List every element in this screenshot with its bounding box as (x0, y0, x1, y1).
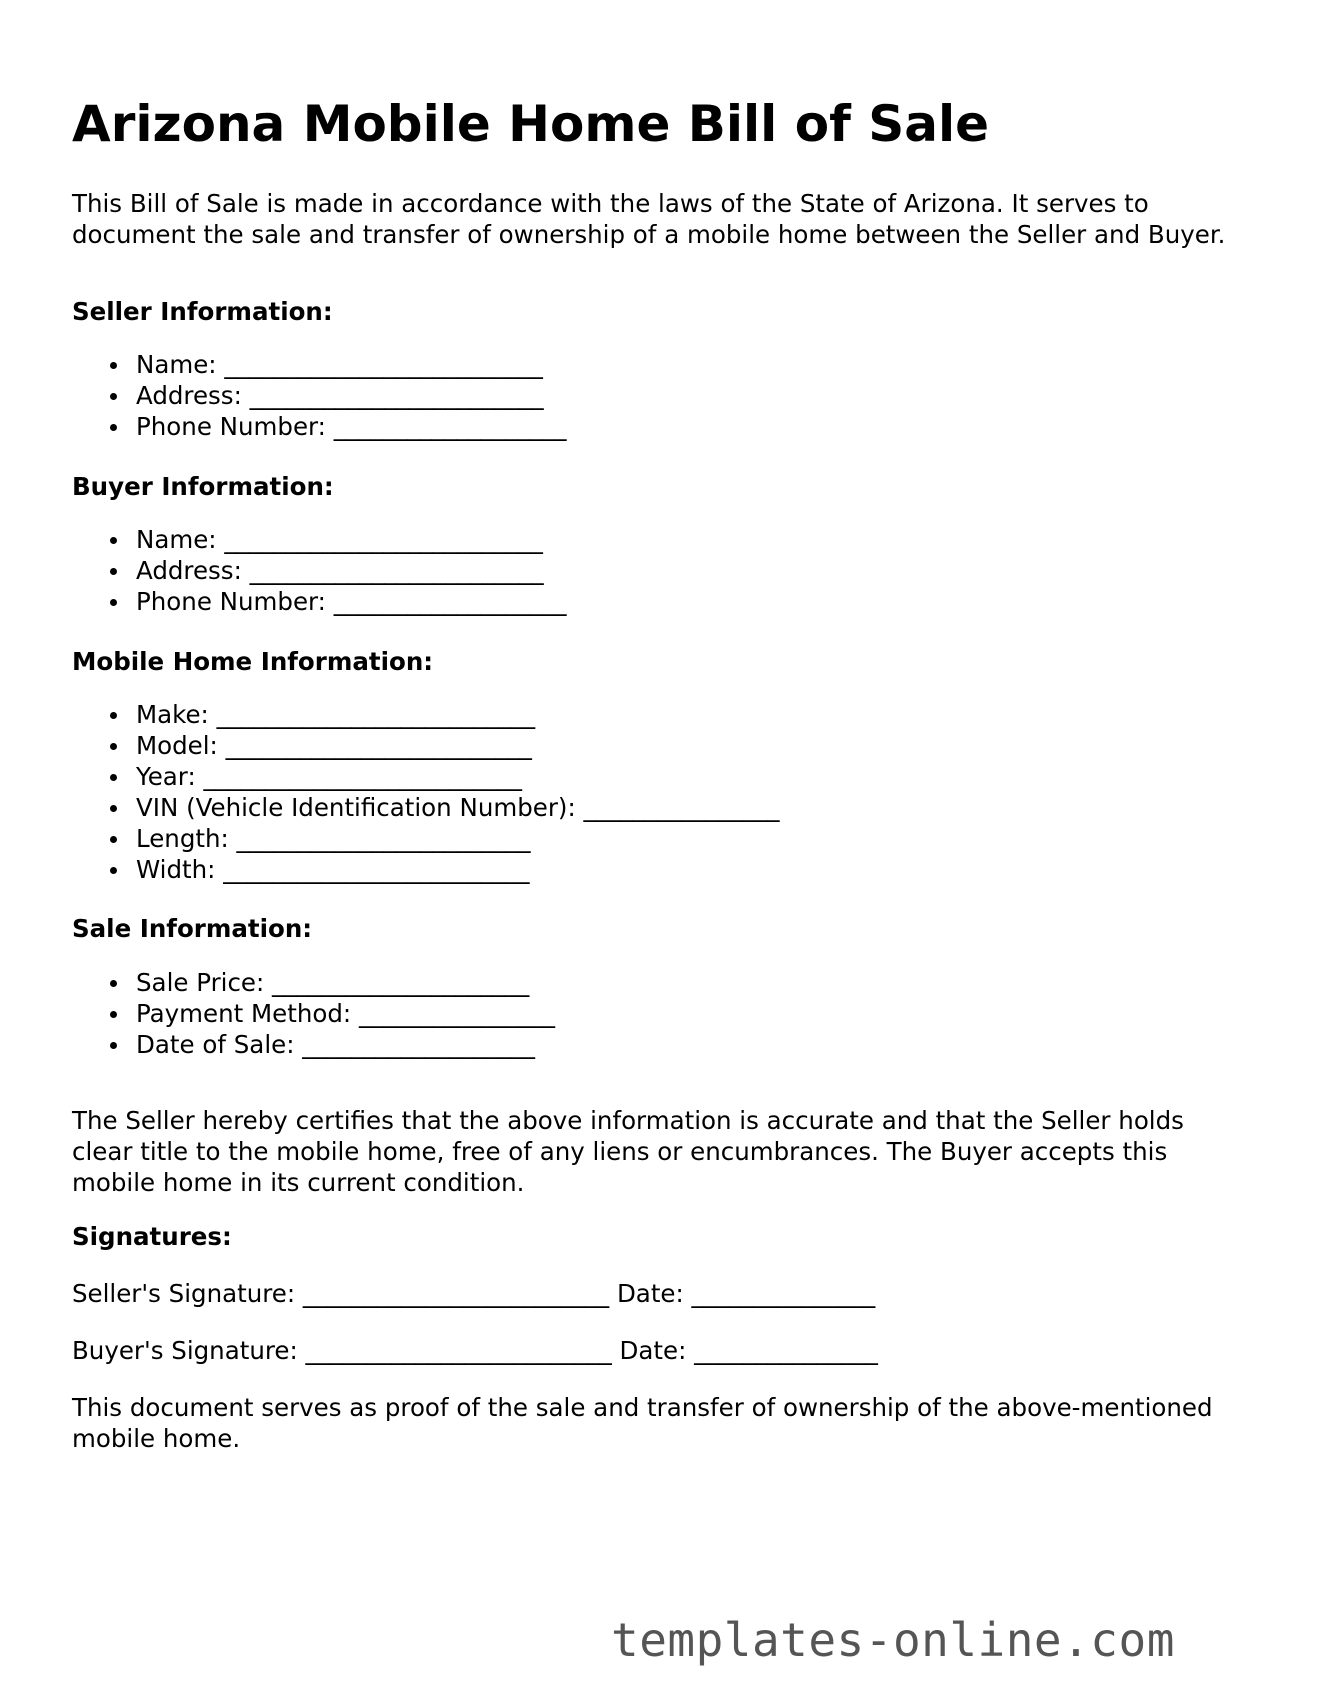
sale-information-list (72, 967, 555, 1060)
sale-price-field: Sale Price: _____________________ (136, 967, 555, 998)
seller-address-field: Address: ________________________ (136, 380, 566, 411)
mobile-home-information-heading: Mobile Home Information: (72, 647, 434, 676)
year-field: Year: __________________________ (136, 761, 780, 792)
make-field: Make: __________________________ (136, 699, 780, 730)
model-field: Model: _________________________ (136, 730, 780, 761)
sale-information-heading: Sale Information: (72, 914, 313, 943)
buyer-name-field: Name: __________________________ (136, 524, 566, 555)
seller-signature-line: Seller's Signature: _________________________ Date: _______________ (72, 1279, 876, 1308)
buyer-information-list (72, 524, 566, 617)
intro-paragraph: This Bill of Sale is made in accordance with the laws of the State of Arizona. It serves to document the sale and transfer of ownership of a mobile home between the Seller and Buyer. (72, 189, 1226, 249)
buyer-address-field: Address: ________________________ (136, 555, 566, 586)
date-of-sale-field: Date of Sale: ___________________ (136, 1029, 555, 1060)
payment-method-field: Payment Method: ________________ (136, 999, 555, 1028)
width-field: Width: _________________________ (136, 854, 780, 885)
document-title: Arizona Mobile Home Bill of Sale (72, 95, 990, 153)
buyer-information-heading: Buyer Information: (72, 472, 334, 501)
buyer-phone-field: Phone Number: ___________________ (136, 587, 567, 616)
buyer-signature-line: Buyer's Signature: _________________________ Date: _______________ (72, 1336, 878, 1365)
seller-information-list (72, 349, 566, 442)
length-field: Length: ________________________ (136, 823, 780, 854)
signatures-heading: Signatures: (72, 1222, 232, 1251)
vin-field: VIN (Vehicle Identification Number): ________________ (136, 793, 780, 822)
certification-paragraph: The Seller hereby certifies that the above information is accurate and that the Seller holds clear title to the mobile home, free of any liens or encumbrances. The Buyer accepts this mobile home in its current condition. (72, 1106, 1184, 1197)
seller-information-heading: Seller Information: (72, 297, 333, 326)
seller-phone-field: Phone Number: ___________________ (136, 412, 567, 441)
seller-name-field: Name: __________________________ (136, 349, 566, 380)
closing-paragraph: This document serves as proof of the sale and transfer of ownership of the above-mentioned mobile home. (72, 1393, 1213, 1453)
watermark-text: templates-online.com (611, 1613, 1175, 1667)
mobile-home-information-list (72, 699, 780, 885)
